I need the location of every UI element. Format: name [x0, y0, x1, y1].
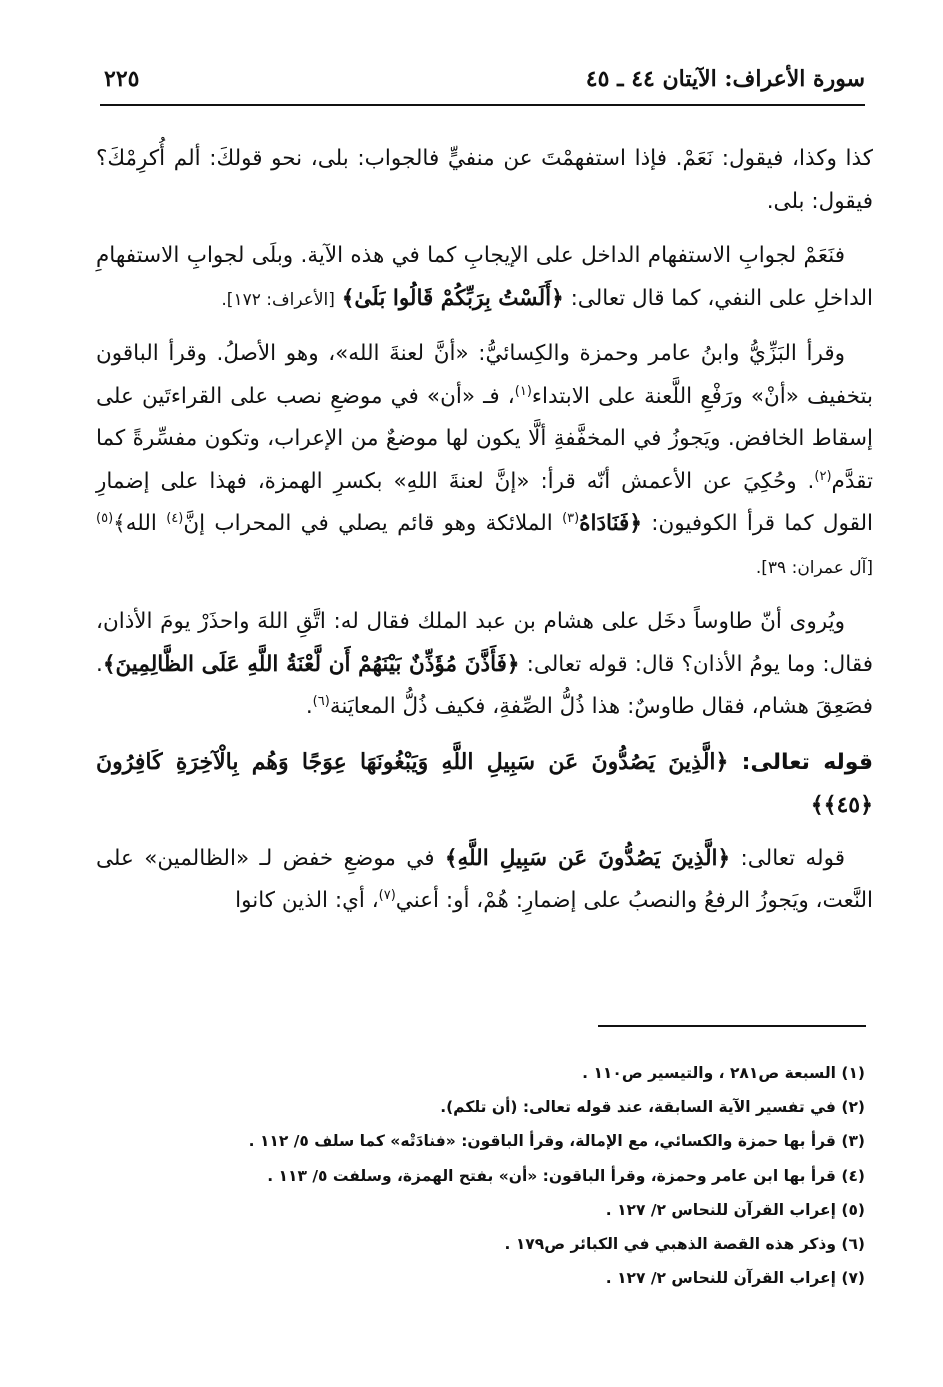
paragraph-text: . — [305, 694, 313, 719]
running-header — [100, 62, 865, 106]
paragraph-text: فنَعَمْ لجوابِ الاستفهام الداخل على الإيجابِ كما في هذه الآية. وبلَى لجوابِ الاستفهامِ الداخلِ على النفي، كما قال تعالى: — [96, 243, 873, 311]
paragraph-1 — [96, 138, 873, 223]
paragraph-text: وقرأ البَزِّيُّ وابنُ عامر وحمزة والكِسائيُّ: «أنَّ لعنةَ الله»، وهو الأصلُ. وقرأ الباقون بتخفيف «أنْ» ورَفْعِ اللَّعنة على الابتداء — [96, 341, 874, 409]
footnote-divider — [598, 1025, 866, 1027]
footnote-marker[interactable]: (٦) — [312, 693, 330, 709]
paragraph-2 — [96, 235, 873, 321]
footnote-marker[interactable]: (٥) — [96, 510, 114, 526]
paragraph-text: . فصَعِقَ هشام، فقال طاوسٌ: هذا ذُلُّ الصِّفةِ، فكيف ذُلُّ المعايَنة — [96, 651, 873, 719]
paragraph-text: الملائكة وهو قائم يصلي في المحراب إنَّ — [183, 511, 553, 536]
footnote-marker[interactable]: (١) — [514, 383, 532, 399]
footnote-item: (١) السبعة ص٢٨١ ، والتيسير ص١١٠ . — [582, 1064, 865, 1082]
footnote-item: (٧) إعراب القرآن للنحاس ٢/ ١٢٧ . — [605, 1269, 865, 1288]
footnote-item: (٥) إعراب القرآن للنحاس ٢/ ١٢٧ . — [605, 1200, 865, 1219]
verse-reference: [الأعراف: ١٧٢]. — [221, 289, 335, 310]
quran-quote: ﴿الَّذِينَ يَصُدُّونَ عَن سَبِيلِ اللَّهِ﴾ — [444, 845, 731, 871]
paragraph-text: قوله تعالى: — [740, 845, 845, 871]
verse-heading-label: قوله تعالى: — [741, 749, 873, 775]
footnotes — [96, 1056, 865, 1295]
verse-heading-quran: ﴿الَّذِينَ يَصُدُّونَ عَن سَبِيلِ اللَّهِ وَيَبْغُونَهَا عِوَجًا وَهُم بِالْآخِرَةِ كَافِرُونَ ﴿٤٥﴾﴾ — [96, 748, 873, 818]
paragraph-3 — [96, 333, 873, 589]
footnote-item: (٣) قرأ بها حمزة والكسائي، مع الإمالة، وقرأ الباقون: «فنادَتْه» كما سلف ٥/ ١١٢ . — [248, 1132, 865, 1151]
footnote-marker[interactable]: (٧) — [378, 887, 396, 903]
paragraph-text: ويُروى أنّ طاوساً دخَل على هشام بن عبد الملك فقال له: اتَّقِ اللهَ واحذَرْ يومَ الأذان، فقال: وما يومُ الأذان؟ قال: قوله تعالى: — [96, 609, 874, 677]
surah-title: سورة الأعراف: الآيتان ٤٤ ـ ٤٥ — [585, 66, 865, 92]
paragraph-text: كذا وكذا، فيقول: نَعَمْ. فإذا استفهمْتَ عن منفيٍّ فالجواب: بلى، نحو قولكَ: ألم أُكرِمْكَ؟ فيقول: بلى. — [96, 146, 873, 214]
paragraph-text: الله﴾ — [113, 511, 157, 536]
paragraph-text: . وحُكِيَ عن الأعمش أنّه قرأ: «إنَّ لعنةَ اللهِ» بكسرِ الهمزة، فهذا على إضمارِ القول كما قرأ الكوفيون: — [96, 468, 873, 536]
footnote-item: (٦) وذكر هذه القصة الذهبي في الكبائر ص١٧٩ . — [504, 1235, 865, 1254]
paragraph-text: ، فـ «أن» في موضعِ نصب على القراءتَين على إسقاط الخافض. ويَجوزُ في المخفَّفةِ ألَّا يكون لها موضعٌ من الإعراب، وتكون مفسِّرةً كما تقدَّم — [96, 383, 873, 494]
footnote-marker[interactable]: (٣) — [562, 510, 580, 526]
footnote-marker[interactable]: (٤) — [166, 510, 184, 526]
footnote-item: (٤) قرأ بها ابن عامر وحمزة، وقرأ الباقون: «أن» بفتح الهمزة، وسلفت ٥/ ١١٣ . — [267, 1166, 865, 1185]
page-number: ٢٢٥ — [104, 66, 140, 92]
footnote-marker[interactable]: (٢) — [814, 468, 832, 484]
verse-reference: [آل عمران: ٣٩]. — [755, 557, 873, 578]
paragraph-4 — [96, 601, 873, 729]
quran-quote: ﴿فَنَادَاهُ — [579, 511, 642, 536]
quran-quote: ﴿أَلَسْتُ بِرَبِّكُمْ قَالُوا بَلَىٰ﴾ — [341, 285, 564, 311]
footnote-item: (٢) في تفسير الآية السابقة، عند قوله تعالى: (أن تلكم). — [440, 1098, 865, 1117]
paragraph-text: في موضعِ خفض لـ «الظالمين» على النَّعت، ويَجوزُ الرفعُ والنصبُ على إضمارِ: هُمْ، أو: أعني — [96, 845, 873, 913]
verse-heading — [96, 741, 873, 828]
paragraph-5 — [96, 838, 873, 923]
main-text — [96, 138, 873, 935]
paragraph-text: ، أي: الذين كانوا — [235, 888, 379, 913]
quran-quote: ﴿فَأَذَّنَ مُؤَذِّنٌ بَيْنَهُمْ أَن لَّعْنَةُ اللَّهِ عَلَى الظَّالِمِينَ﴾ — [102, 651, 520, 677]
